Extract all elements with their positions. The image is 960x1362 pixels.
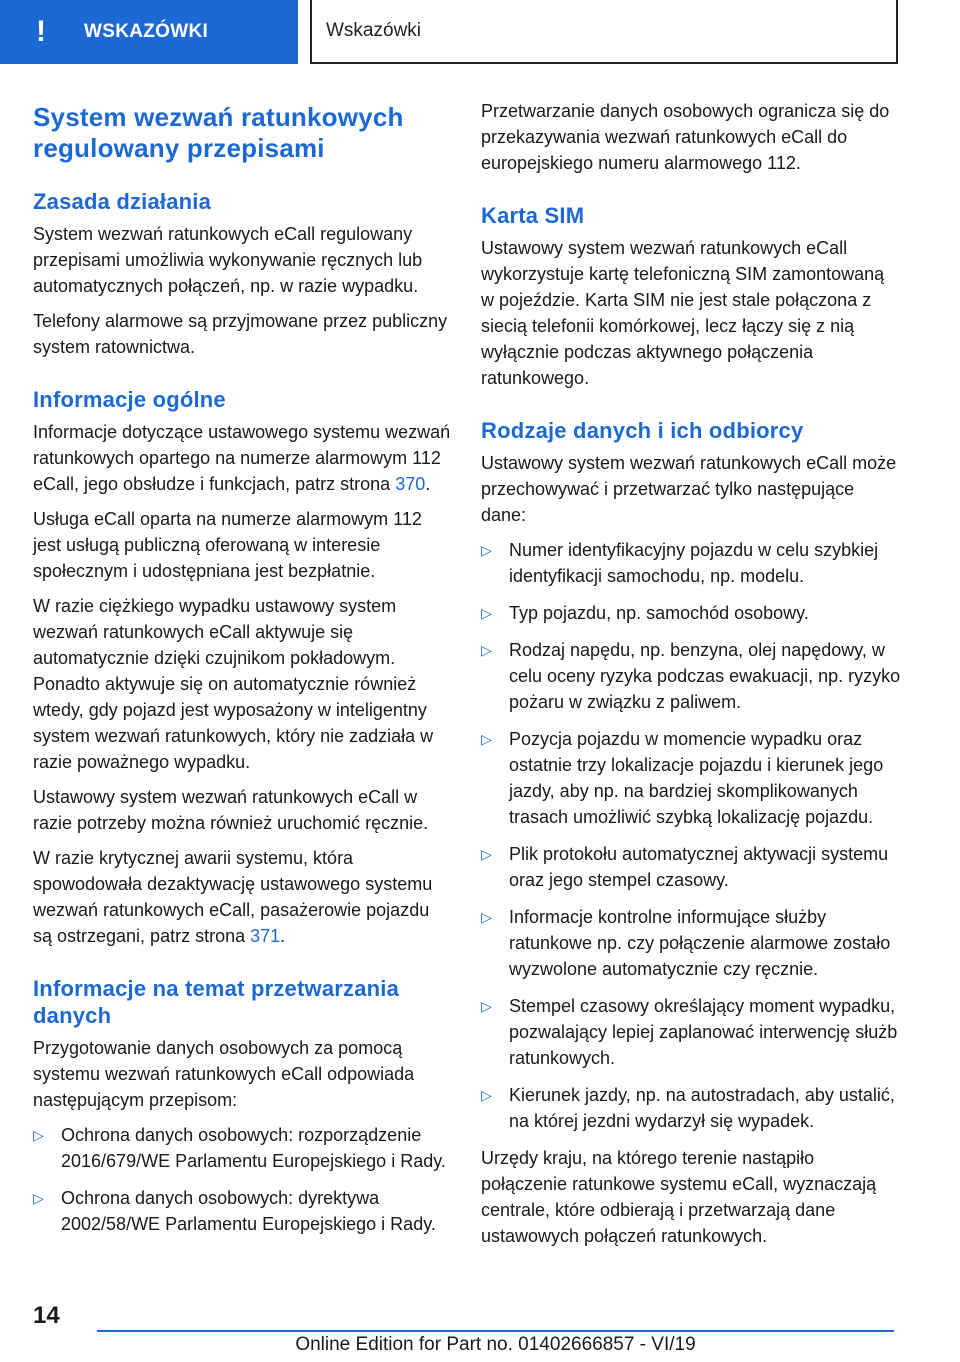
paragraph: Przygotowanie danych osobowych za pomocą systemu wezwań ratunkowych eCall odpowiada następującym przepisom: bbox=[33, 1038, 415, 1110]
section-label: WSKAZÓWKI bbox=[84, 21, 209, 42]
page-number: 14 bbox=[33, 1302, 60, 1329]
triangle-bullet-icon: ▷ bbox=[481, 909, 492, 925]
triangle-bullet-icon: ▷ bbox=[481, 1087, 492, 1103]
paragraph: Ustawowy system wezwań ratunkowych eCall w razie potrzeby można również uruchomić ręcznie. bbox=[33, 787, 429, 833]
paragraph: System wezwań ratunkowych eCall regulowany przepisami umożliwia wykonywanie ręcznych lub automatycznych połączeń, np. w razie wypadku. bbox=[33, 224, 423, 296]
section-zasada bbox=[33, 188, 451, 360]
section-intro bbox=[481, 98, 901, 176]
list-item bbox=[481, 600, 901, 626]
heading-zasada: Zasada działania bbox=[33, 189, 212, 214]
bullet-list bbox=[33, 1122, 451, 1237]
section-ogolne bbox=[33, 386, 451, 949]
page-title: System wezwań ratunkowych regulowany przepisami bbox=[33, 102, 404, 163]
footer-edition: Online Edition for Part no. 01402666857 - VI/19 bbox=[295, 1334, 696, 1355]
heading-przetwarzanie: Informacje na temat przetwarzania danych bbox=[33, 976, 400, 1028]
list-item-text: Numer identyfikacyjny pojazdu w celu szybkiej identyfikacji samochodu, np. modelu. bbox=[509, 540, 879, 586]
triangle-bullet-icon: ▷ bbox=[481, 642, 492, 658]
paragraph: W razie ciężkiego wypadku ustawowy system wezwań ratunkowych eCall aktywuje się automatycznie dzięki czujnikom pokładowym. Ponadto aktywuje się on automatycznie również wtedy, gdy pojazd jest wyposażony w inteligentny system wezwań ratunkowych, który nie zadziała w razie poważnego wypadku. bbox=[33, 596, 434, 772]
heading-rodzaje: Rodzaje danych i ich odbiorcy bbox=[481, 418, 804, 443]
list-item bbox=[481, 726, 901, 830]
heading-ogolne: Informacje ogólne bbox=[33, 387, 226, 412]
section-tab bbox=[0, 0, 298, 64]
section-przetwarzanie bbox=[33, 975, 451, 1237]
footer-divider bbox=[97, 1330, 894, 1332]
paragraph-text: Informacje dotyczące ustawowego systemu wezwań ratunkowych opartego na numerze alarmowym 112 eCall, jego obsłudze i funkcjach, patrz strona bbox=[33, 422, 451, 494]
list-item-text: Kierunek jazdy, np. na autostradach, aby ustalić, na której jezdni wydarzył się wypadek. bbox=[509, 1085, 895, 1131]
list-item bbox=[481, 993, 901, 1071]
list-item-text: Ochrona danych osobowych: rozporządzenie 2016/679/WE Parlamentu Europejskiego i Rady. bbox=[61, 1125, 446, 1171]
section-sim bbox=[481, 202, 901, 391]
list-item-text: Pozycja pojazdu w momencie wypadku oraz ostatnie trzy lokalizacje pojazdu i kierunek jego jazdy, aby np. na bardziej skomplikowanych trasach umożliwić szybką lokalizację pojazdu. bbox=[509, 729, 884, 827]
triangle-bullet-icon: ▷ bbox=[33, 1190, 44, 1206]
paragraph-text: W razie krytycznej awarii systemu, która spowodowała dezaktywację ustawowego systemu wezwań ratunkowych eCall, pasażerowie pojazdu są ostrzegani, patrz strona bbox=[33, 848, 433, 946]
paragraph: Telefony alarmowe są przyjmowane przez publiczny system ratownictwa. bbox=[33, 311, 448, 357]
section-rodzaje bbox=[481, 417, 901, 1249]
heading-sim: Karta SIM bbox=[481, 203, 585, 228]
paragraph: Przetwarzanie danych osobowych ogranicza się do przekazywania wezwań ratunkowych eCall do europejskiego numeru alarmowego 112. bbox=[481, 101, 890, 173]
list-item bbox=[33, 1185, 451, 1237]
list-item bbox=[481, 637, 901, 715]
list-item-text: Stempel czasowy określający moment wypadku, pozwalający lepiej zaplanować interwencję służb ratunkowych. bbox=[509, 996, 898, 1068]
bullet-list bbox=[481, 537, 901, 1134]
list-item bbox=[481, 904, 901, 982]
list-item-text: Plik protokołu automatycznej aktywacji systemu oraz jego stempel czasowy. bbox=[509, 844, 889, 890]
paragraph-end: . bbox=[425, 474, 431, 494]
list-item-text: Ochrona danych osobowych: dyrektywa 2002/58/WE Parlamentu Europejskiego i Rady. bbox=[61, 1188, 436, 1234]
exclamation-icon: ! bbox=[36, 15, 46, 48]
list-item bbox=[33, 1122, 451, 1174]
list-item-text: Informacje kontrolne informujące służby ratunkowe np. czy połączenie alarmowe zostało wyzwolone automatycznie czy ręcznie. bbox=[509, 907, 891, 979]
triangle-bullet-icon: ▷ bbox=[481, 998, 492, 1014]
left-column bbox=[33, 98, 451, 1263]
triangle-bullet-icon: ▷ bbox=[481, 542, 492, 558]
paragraph: Ustawowy system wezwań ratunkowych eCall może przechowywać i przetwarzać tylko następujące dane: bbox=[481, 453, 897, 525]
paragraph: Usługa eCall oparta na numerze alarmowym 112 jest usługą publiczną oferowaną w interesie społecznym i udostępniana jest bezpłatnie. bbox=[33, 509, 422, 581]
list-item bbox=[481, 537, 901, 589]
triangle-bullet-icon: ▷ bbox=[33, 1127, 44, 1143]
triangle-bullet-icon: ▷ bbox=[481, 731, 492, 747]
list-item bbox=[481, 841, 901, 893]
page-link-370[interactable]: 370 bbox=[395, 474, 426, 494]
list-item bbox=[481, 1082, 901, 1134]
paragraph: Urzędy kraju, na którego terenie nastąpiło połączenie ratunkowe systemu eCall, wyznaczają centrale, które odbierają i przetwarzają dane ustawowych połączeń ratunkowych. bbox=[481, 1148, 877, 1246]
paragraph: Ustawowy system wezwań ratunkowych eCall wykorzystuje kartę telefoniczną SIM zamontowaną w pojeździe. Karta SIM nie jest stale połączona z siecią telefonii komórkowej, lecz łączy się z nią wyłącznie podczas aktywnego połączenia ratunkowego. bbox=[481, 238, 885, 388]
paragraph bbox=[33, 845, 451, 949]
paragraph bbox=[33, 419, 451, 497]
list-item-text: Rodzaj napędu, np. benzyna, olej napędowy, w celu oceny ryzyka podczas ewakuacji, np. ryzyko pożaru w związku z paliwem. bbox=[509, 640, 901, 712]
right-column bbox=[481, 98, 901, 1275]
chapter-title: Wskazówki bbox=[326, 20, 422, 41]
triangle-bullet-icon: ▷ bbox=[481, 846, 492, 862]
page-link-371[interactable]: 371 bbox=[250, 926, 281, 946]
triangle-bullet-icon: ▷ bbox=[481, 605, 492, 621]
list-item-text: Typ pojazdu, np. samochód osobowy. bbox=[509, 603, 809, 623]
paragraph-end: . bbox=[280, 926, 286, 946]
chapter-header bbox=[310, 0, 898, 64]
